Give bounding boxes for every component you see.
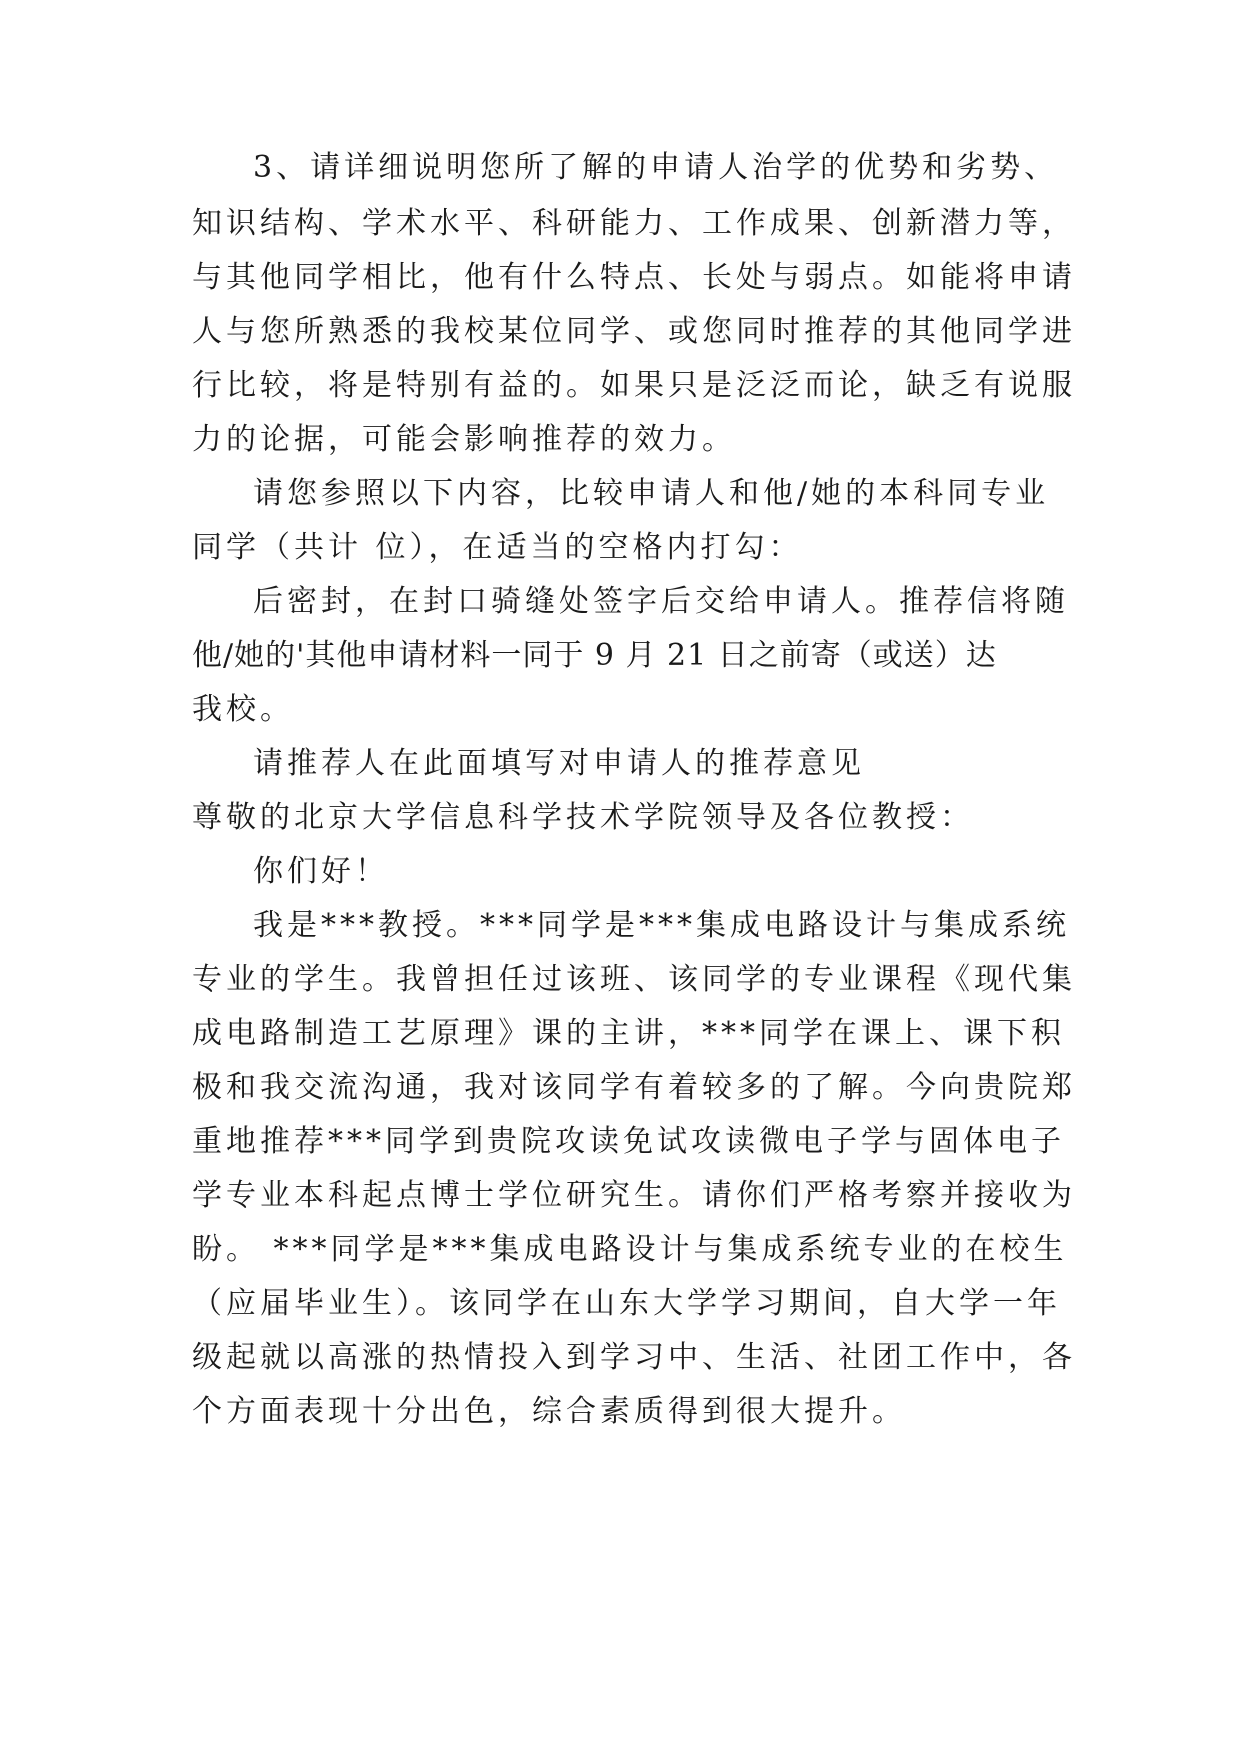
paragraph-line: 3、请详细说明您所了解的申请人治学的优势和劣势、 (253, 150, 1059, 185)
paragraph-line: （应届毕业生）。该同学在山东大学学习期间，自大学一年 (192, 1286, 1061, 1321)
paragraph-line: 人与您所熟悉的我校某位同学、或您同时推荐的其他同学进 (192, 314, 1076, 349)
paragraph-line: 个方面表现十分出色，综合素质得到很大提升。 (192, 1394, 906, 1429)
paragraph-line: 重地推荐***同学到贵院攻读免试攻读微电子学与固体电子 (192, 1124, 1065, 1159)
paragraph-line: 盼。 ***同学是***集成电路设计与集成系统专业的在校生 (192, 1232, 1068, 1267)
salutation: 尊敬的北京大学信息科学技术学院领导及各位教授： (192, 800, 974, 835)
paragraph-line: 同学（共计 位），在适当的空格内打勾： (192, 530, 803, 565)
paragraph-line: 力的论据，可能会影响推荐的效力。 (192, 422, 736, 457)
paragraph-line: 请推荐人在此面填写对申请人的推荐意见 (253, 746, 865, 781)
paragraph-line: 与其他同学相比，他有什么特点、长处与弱点。如能将申请 (192, 260, 1076, 295)
paragraph-line: 行比较，将是特别有益的。如果只是泛泛而论，缺乏有说服 (192, 368, 1076, 403)
paragraph-line: 知识结构、学术水平、科研能力、工作成果、创新潜力等， (192, 206, 1076, 241)
paragraph-line: 专业的学生。我曾担任过该班、该同学的专业课程《现代集 (192, 962, 1076, 997)
paragraph-line: 成电路制造工艺原理》课的主讲，***同学在课上、课下积 (192, 1016, 1065, 1051)
paragraph-line: 请您参照以下内容，比较申请人和他/她的本科同专业 (253, 476, 1050, 511)
paragraph-line: 我是***教授。***同学是***集成电路设计与集成系统 (253, 908, 1070, 943)
paragraph-line: 他/她的'其他申请材料一同于 9 月 21 日之前寄（或送）达 (192, 638, 997, 673)
paragraph-line: 我校。 (192, 692, 294, 727)
greeting: 你们好！ (253, 854, 389, 889)
paragraph-line: 后密封，在封口骑缝处签字后交给申请人。推荐信将随 (253, 584, 1069, 619)
paragraph-line: 级起就以高涨的热情投入到学习中、生活、社团工作中，各 (192, 1340, 1076, 1375)
paragraph-line: 极和我交流沟通，我对该同学有着较多的了解。今向贵院郑 (192, 1070, 1076, 1105)
paragraph-line: 学专业本科起点博士学位研究生。请你们严格考察并接收为 (192, 1178, 1076, 1213)
